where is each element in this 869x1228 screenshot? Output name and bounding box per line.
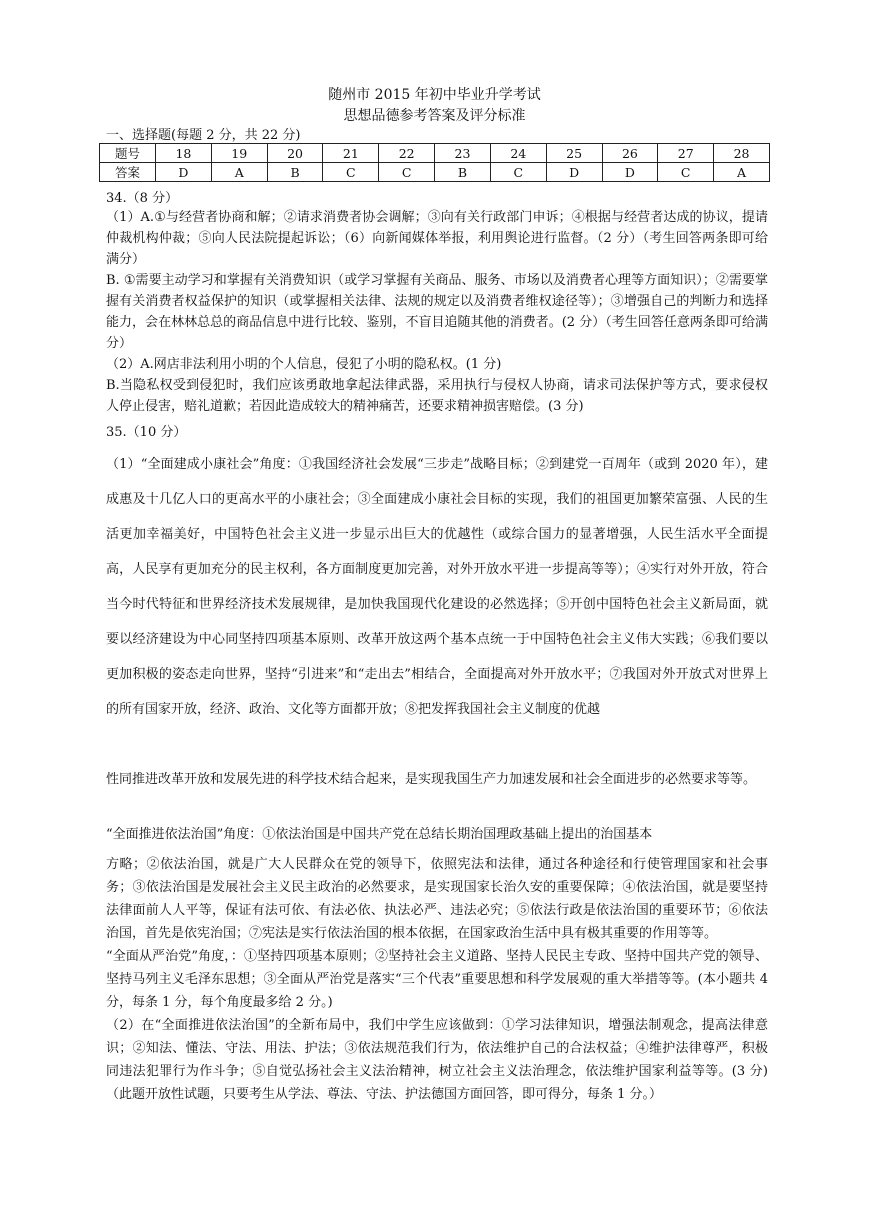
- q35-part1-fazhi: [106, 823, 768, 846]
- section1-heading: 一、选择题(每题 2 分，共 22 分): [106, 128, 301, 143]
- answer-table: [99, 143, 770, 182]
- q34-answers: [106, 207, 768, 417]
- q34-part2a: （2）A.网店非法利用小明的个人信息，侵犯了小明的隐私权。(1 分): [106, 357, 502, 372]
- answer-cell: D: [546, 163, 602, 182]
- q35-congyan-text: “全面从严治党”角度，：①坚持四项基本原则；②坚持社会主义道路、坚持人民民主专政、坚持中国共产党的领导、坚持马列主义毛泽东思想；③全面从严治党是落实“三个代表”重要思想和科学发展观的重大举措等等。(本小题共 4 分，每条 1 分，每个角度最多给 2 分。): [106, 949, 768, 1010]
- answer-cell: A: [714, 163, 770, 182]
- q35-part1-continued: [106, 768, 768, 791]
- question-number: 23: [435, 144, 491, 163]
- question-number: 25: [546, 144, 602, 163]
- question-number: 24: [490, 144, 546, 163]
- answer-cell: A: [211, 163, 267, 182]
- answer-cell: C: [379, 163, 435, 182]
- exam-subtitle: 思想品德参考答案及评分标准: [343, 108, 526, 124]
- question-number: 26: [602, 144, 658, 163]
- answer-row: [100, 163, 770, 182]
- answer-cell: D: [602, 163, 658, 182]
- row-label-answer: 答案: [100, 163, 156, 182]
- question-number: 21: [323, 144, 379, 163]
- q34-part1a: （1）A.①与经营者协商和解；②请求消费者协会调解；③向有关行政部门申诉；④根据与经营者达成的协议，提请仲裁机构仲裁；⑤向人民法院提起诉讼；（6）向新闻媒体举报，利用舆论进行监督。（2 分）（考生回答两条即可给满分）: [106, 210, 768, 267]
- answer-cell: C: [490, 163, 546, 182]
- q35-part1-fazhi-body: [106, 853, 768, 1106]
- exam-title: 随州市 2015 年初中毕业升学考试: [328, 87, 541, 103]
- q35-fazhi-first-line: “全面推进依法治国”角度：①依法治国是中国共产党在总结长期治国理政基础上提出的治国基本: [106, 827, 653, 842]
- answer-cell: C: [323, 163, 379, 182]
- q35-xiaokang-end: 性同推进改革开放和发展先进的科学技术结合起来，是实现我国生产力加速发展和社会全面进步的必然要求等等。: [106, 772, 757, 787]
- row-label-question: 题号: [100, 144, 156, 163]
- q34-heading: 34.（8 分）: [106, 191, 179, 206]
- question-number: 18: [156, 144, 212, 163]
- answer-cell: C: [658, 163, 714, 182]
- question-number: 22: [379, 144, 435, 163]
- answer-cell: B: [435, 163, 491, 182]
- question-number: 27: [658, 144, 714, 163]
- q35-part2-text: （2）在“全面推进依法治国”的全新布局中，我们中学生应该做到：①学习法律知识，增强法制观念，提高法律意识；②知法、懂法、守法、用法、护法；③依法规范我们行为，依法维护自己的合法权益；④维护法律尊严，积极同违法犯罪行为作斗争；⑤自觉弘扬社会主义法治精神，树立社会主义法治理念，依法维护国家利益等等。(3 分)（此题开放性试题，只要考生从学法、尊法、守法、护法德国方面回答，即可得分，每条 1 分。）: [106, 1018, 768, 1102]
- q35-fazhi-text: 方略；②依法治国，就是广大人民群众在党的领导下，依照宪法和法律，通过各种途径和行使管理国家和社会事务；③依法治国是发展社会主义民主政治的必然要求，是实现国家长治久安的重要保障；④依法治国，就是要坚持法律面前人人平等，保证有法可依、有法必依、执法必严、违法必究；⑤依法行政是依法治国的重要环节；⑥依法治国，首先是依宪治国；⑦宪法是实行依法治国的根本依据，在国家政治生活中具有极其重要的作用等等。: [106, 857, 768, 941]
- q35-heading: 35.（10 分）: [106, 425, 187, 440]
- q34-part1b: B. ①需要主动学习和掌握有关消费知识（或学习掌握有关商品、服务、市场以及消费者心理等方面知识）；②需要掌握有关消费者权益保护的知识（或掌握相关法律、法规的规定以及消费者维权途径等）；③增强自己的判断力和选择能力，会在林林总总的商品信息中进行比较、鉴别，不盲目追随其他的消费者。(2 分）（考生回答任意两条即可给满分）: [106, 273, 768, 351]
- answer-cell: B: [267, 163, 323, 182]
- answer-cell: D: [156, 163, 212, 182]
- q35-xiaokang-text: （1）“全面建成小康社会”角度：①我国经济社会发展“三步走”战略目标；②到建党一百周年（或到 2020 年），建成惠及十几亿人口的更高水平的小康社会；③全面建成小康社会目标的实现，我们的祖国更加繁荣富强、人民的生活更加幸福美好，中国特色社会主义进一步显示出巨大的优越性（或综合国力的显著增强，人民生活水平全面提高，人民享有更加充分的民主权利，各方面制度更加完善，对外开放水平进一步提高等等）；④实行对外开放，符合当今时代特征和世界经济技术发展规律，是加快我国现代化建设的必然选择；⑤开创中国特色社会主义新局面，就要以经济建设为中心同坚持四项基本原则、改革开放这两个基本点统一于中国特色社会主义伟大实践；⑥我们要以更加积极的姿态走向世界，坚持“引进来”和“走出去”相结合，全面提高对外开放水平；⑦我国对外开放式对世界上的所有国家开放，经济、政治、文化等方面都开放；⑧把发挥我国社会主义制度的优越: [106, 457, 768, 717]
- question-number: 28: [714, 144, 770, 163]
- question-number: 19: [211, 144, 267, 163]
- q34-part2b: B.当隐私权受到侵犯时，我们应该勇敢地拿起法律武器，采用执行与侵权人协商，请求司法保护等方式，要求侵权人停止侵害，赔礼道歉；若因此造成较大的精神痛苦，还要求精神损害赔偿。(3 分): [106, 378, 768, 414]
- question-number-row: [100, 144, 770, 163]
- q35-part1-xiaokang: [106, 447, 768, 727]
- question-number: 20: [267, 144, 323, 163]
